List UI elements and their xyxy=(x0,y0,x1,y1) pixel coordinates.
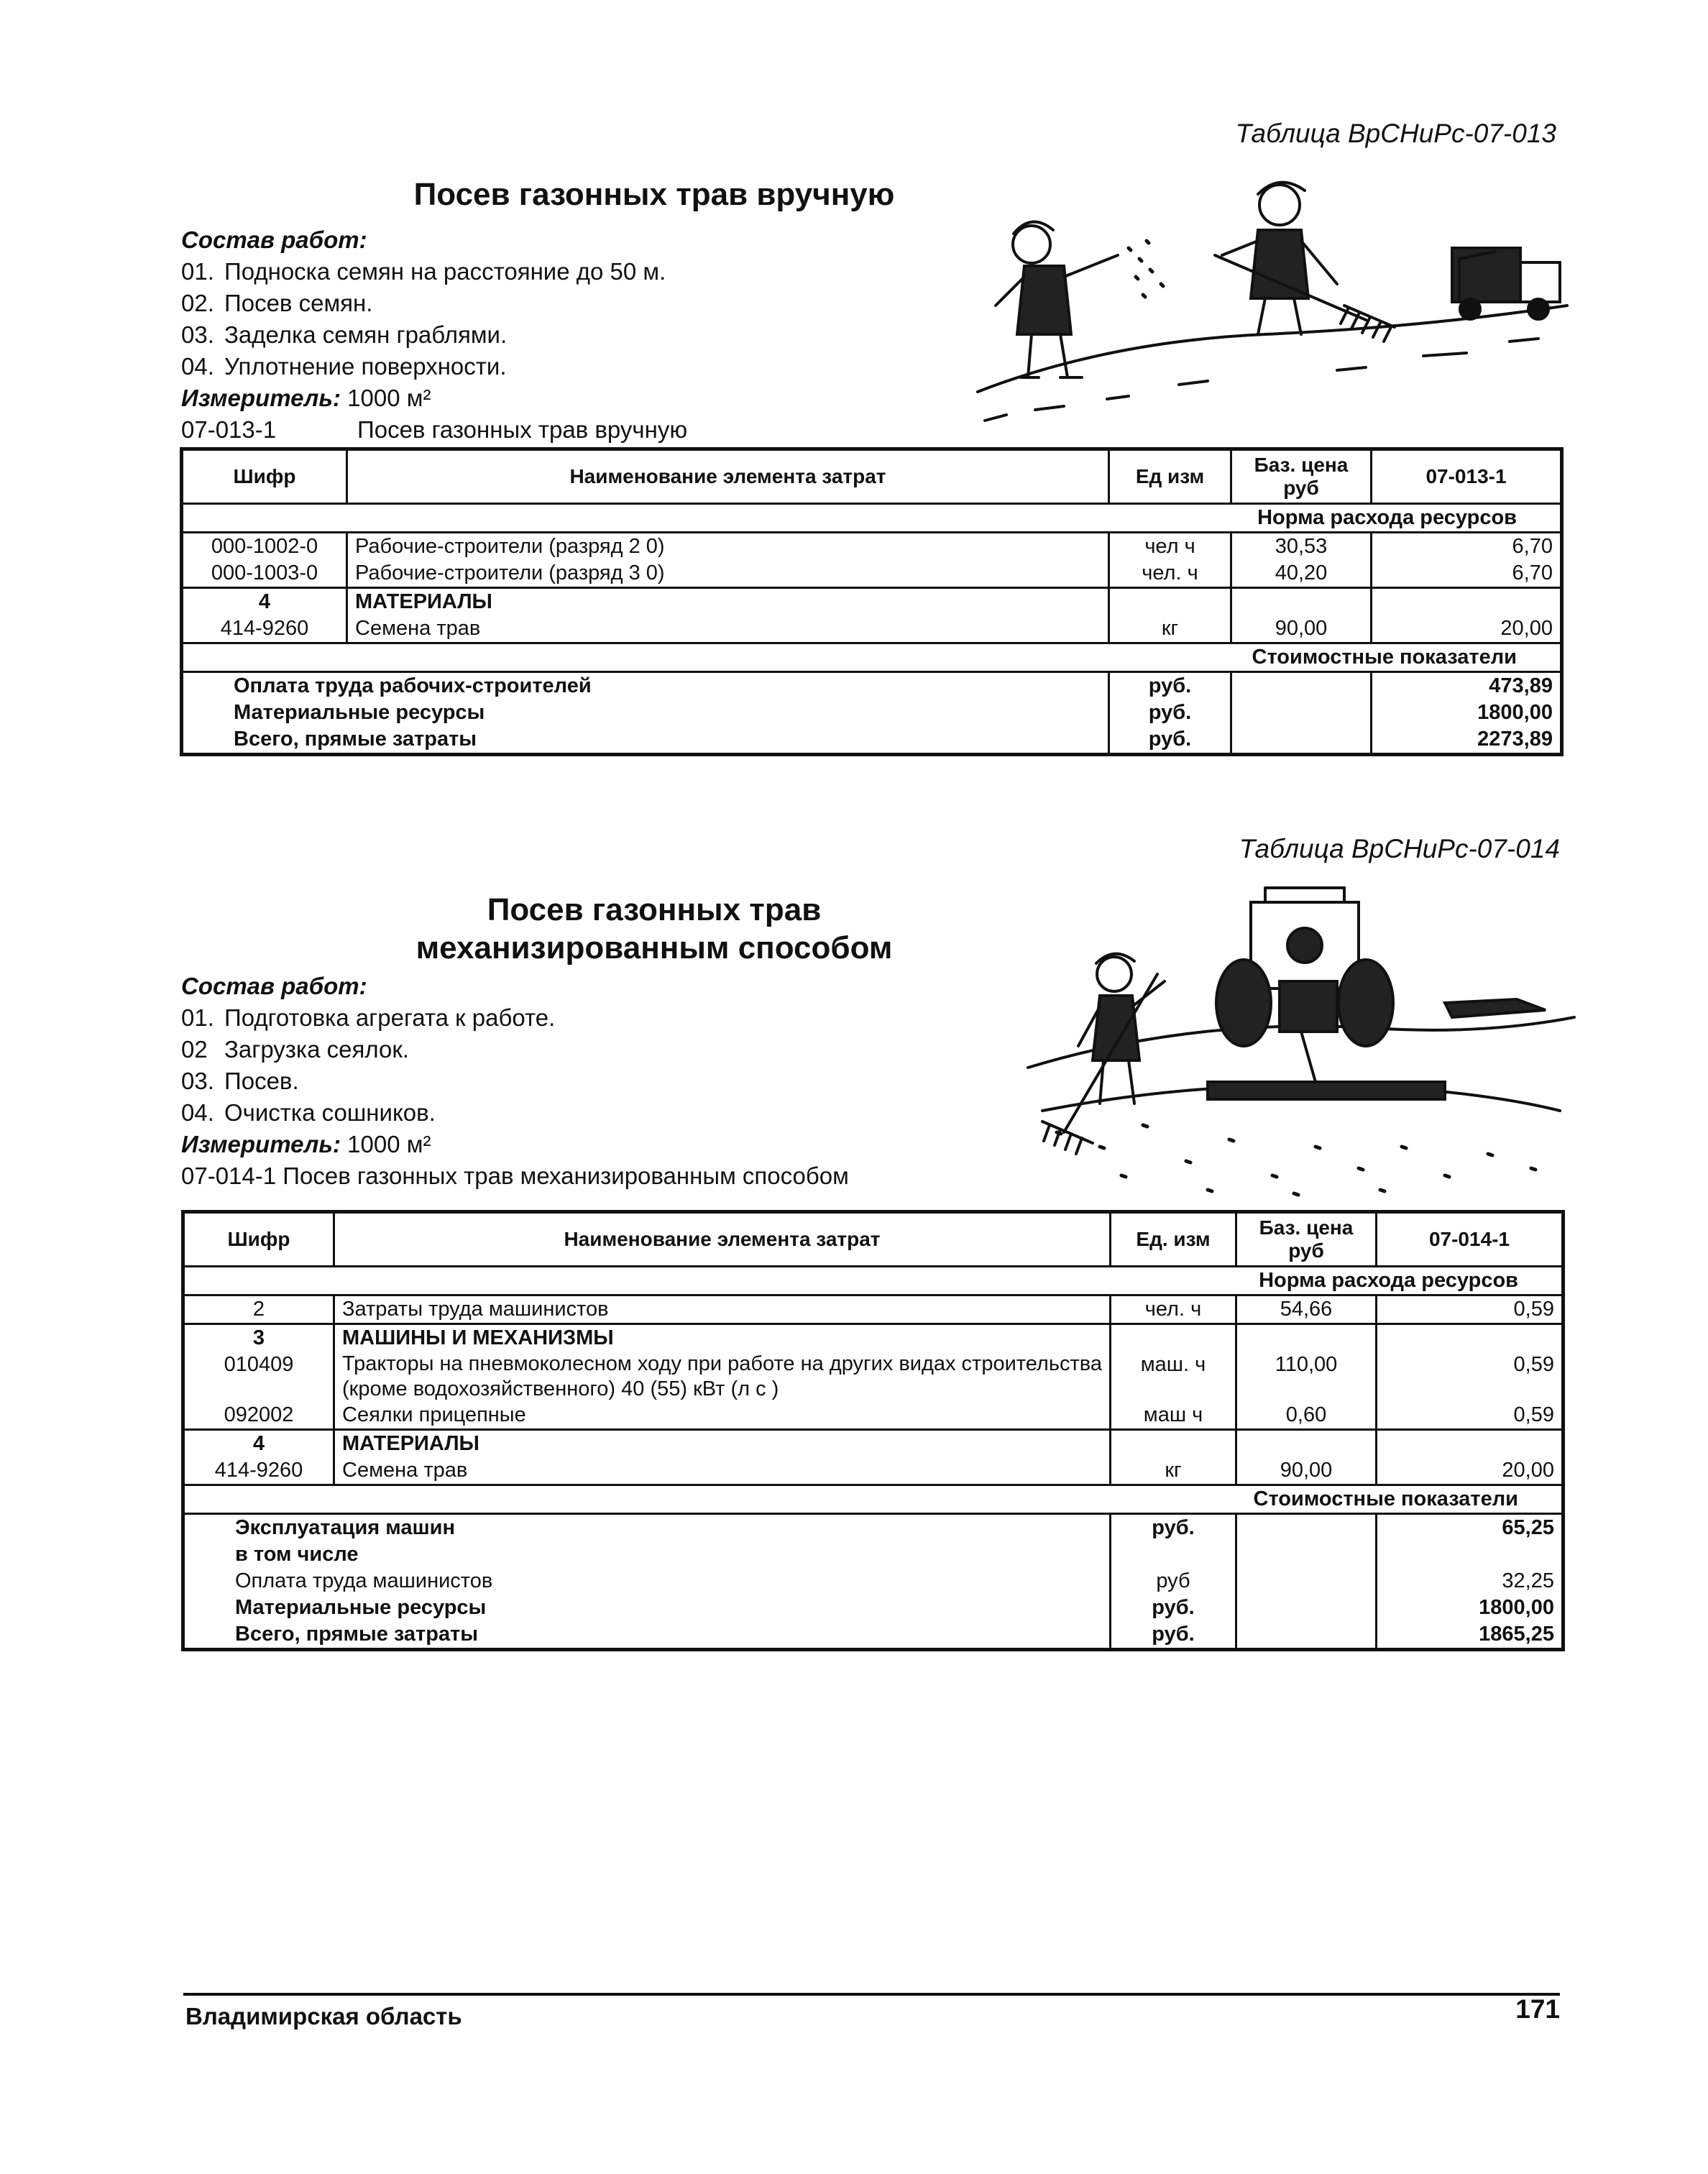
total-value: 32,25 xyxy=(1377,1568,1564,1595)
item-line: 07-014-1 Посев газонных трав механизированным способом xyxy=(181,1162,849,1189)
row-code: 010409 xyxy=(183,1352,334,1402)
row-unit xyxy=(1109,588,1231,616)
norm-section-label: Норма расхода ресурсов xyxy=(183,1267,1564,1295)
row-unit: маш ч xyxy=(1111,1402,1236,1430)
row-code: 4 xyxy=(183,1430,334,1458)
row-unit: кг xyxy=(1111,1457,1236,1485)
footer-rule xyxy=(183,1993,1560,1996)
total-value: 2273,89 xyxy=(1372,726,1562,755)
row-code: 092002 xyxy=(183,1402,334,1430)
meter-line: Измеритель: 1000 м² xyxy=(181,385,431,411)
total-value: 1800,00 xyxy=(1377,1595,1564,1621)
total-unit: руб. xyxy=(1109,726,1231,755)
row-norm: 6,70 xyxy=(1372,533,1562,561)
row-norm: 20,00 xyxy=(1377,1457,1564,1485)
table-label-2: Таблица ВрСНиРс-07-014 xyxy=(1239,834,1560,863)
totals-row xyxy=(183,1595,1564,1621)
row-name: Семена трав xyxy=(334,1457,1111,1485)
header-unit: Ед изм xyxy=(1109,449,1231,504)
section-title-2-line1: Посев газонных трав xyxy=(487,892,822,927)
row-norm xyxy=(1372,588,1562,616)
row-unit: чел. ч xyxy=(1111,1295,1236,1324)
total-unit: руб. xyxy=(1111,1621,1236,1650)
totals-row xyxy=(182,726,1562,755)
norm-section-row xyxy=(183,1267,1564,1295)
totals-row xyxy=(183,1568,1564,1595)
total-value: 65,25 xyxy=(1377,1514,1564,1542)
row-code: 4 xyxy=(182,588,347,616)
row-price xyxy=(1236,1430,1377,1458)
row-unit: кг xyxy=(1109,615,1231,643)
row-name: Затраты труда машинистов xyxy=(334,1295,1111,1324)
header-price: Баз. цена руб xyxy=(1236,1212,1377,1267)
total-name: в том числе xyxy=(183,1541,1111,1568)
row-name: Семена трав xyxy=(347,615,1109,643)
totals-row xyxy=(183,1514,1564,1542)
table-row xyxy=(183,1324,1564,1352)
table-label-1: Таблица ВрСНиРс-07-013 xyxy=(1235,119,1556,148)
totals-row xyxy=(182,672,1562,700)
row-name: Рабочие-строители (разряд 3 0) xyxy=(347,560,1109,588)
row-norm: 20,00 xyxy=(1372,615,1562,643)
table-row xyxy=(182,615,1562,643)
row-price xyxy=(1231,588,1372,616)
header-norm: 07-013-1 xyxy=(1372,449,1562,504)
tractor-seeder-illustration xyxy=(1014,873,1581,1204)
row-norm xyxy=(1377,1324,1564,1352)
section-title-1: Посев газонных трав вручную xyxy=(413,177,895,212)
work-item: 02. Посев семян. xyxy=(181,290,373,316)
row-unit: чел. ч xyxy=(1109,560,1231,588)
norm-section-label: Норма расхода ресурсов xyxy=(182,504,1562,533)
row-code: 000-1002-0 xyxy=(182,533,347,561)
header-unit: Ед. изм xyxy=(1111,1212,1236,1267)
total-unit: руб xyxy=(1111,1568,1236,1595)
row-unit: чел ч xyxy=(1109,533,1231,561)
row-price: 54,66 xyxy=(1236,1295,1377,1324)
table-row xyxy=(183,1402,1564,1430)
work-item: 04. Уплотнение поверхности. xyxy=(181,353,507,380)
total-name: Всего, прямые затраты xyxy=(183,1621,1111,1650)
table-row xyxy=(183,1352,1564,1402)
row-price: 40,20 xyxy=(1231,560,1372,588)
header-norm: 07-014-1 xyxy=(1377,1212,1564,1267)
row-name: Тракторы на пневмоколесном ходу при работе на других видах строительства (кроме водохозяйственного) 40 (55) кВт (л с ) xyxy=(334,1352,1111,1402)
row-norm xyxy=(1377,1430,1564,1458)
cost-table-1 xyxy=(180,447,1564,756)
total-name: Всего, прямые затраты xyxy=(182,726,1109,755)
row-price: 90,00 xyxy=(1231,615,1372,643)
row-unit xyxy=(1111,1324,1236,1352)
work-item: 01. Подготовка агрегата к работе. xyxy=(181,1004,556,1031)
work-item: 03. Заделка семян граблями. xyxy=(181,321,508,348)
row-unit xyxy=(1111,1430,1236,1458)
norm-section-row xyxy=(182,504,1562,533)
work-composition-1 xyxy=(181,224,972,446)
cost-section-row xyxy=(182,643,1562,672)
table-row xyxy=(183,1430,1564,1458)
section-title-2-line2: механизированным способом xyxy=(415,930,893,966)
total-name: Оплата труда машинистов xyxy=(183,1568,1111,1595)
total-value: 473,89 xyxy=(1372,672,1562,700)
total-unit xyxy=(1111,1541,1236,1568)
row-code: 414-9260 xyxy=(183,1457,334,1485)
table-row xyxy=(182,533,1562,561)
section-title-2 xyxy=(323,891,985,968)
total-value: 1865,25 xyxy=(1377,1621,1564,1650)
cost-section-label: Стоимостные показатели xyxy=(183,1485,1564,1514)
header-code: Шифр xyxy=(182,449,347,504)
meter-line: Измеритель: 1000 м² xyxy=(181,1131,431,1157)
row-name: МАТЕРИАЛЫ xyxy=(334,1430,1111,1458)
table-row xyxy=(183,1295,1564,1324)
totals-row xyxy=(182,700,1562,726)
table-row xyxy=(182,560,1562,588)
header-name: Наименование элемента затрат xyxy=(334,1212,1111,1267)
cost-table-2 xyxy=(181,1210,1565,1651)
work-item: 03. Посев. xyxy=(181,1068,299,1094)
work-item: 04. Очистка сошников. xyxy=(181,1099,436,1126)
row-code: 414-9260 xyxy=(182,615,347,643)
totals-row xyxy=(183,1621,1564,1650)
row-norm: 6,70 xyxy=(1372,560,1562,588)
cost-section-row xyxy=(183,1485,1564,1514)
sowing-workers-illustration xyxy=(963,162,1574,435)
row-name: Сеялки прицепные xyxy=(334,1402,1111,1430)
row-norm: 0,59 xyxy=(1377,1352,1564,1402)
item-line: 07-013-1 Посев газонных трав вручную xyxy=(181,416,688,443)
total-unit: руб. xyxy=(1109,700,1231,726)
table-header-row xyxy=(182,449,1562,504)
work-composition-2 xyxy=(181,971,1008,1192)
row-price: 110,00 xyxy=(1236,1352,1377,1402)
row-code: 000-1003-0 xyxy=(182,560,347,588)
table-row xyxy=(182,588,1562,616)
row-name: МАШИНЫ И МЕХАНИЗМЫ xyxy=(334,1324,1111,1352)
header-code: Шифр xyxy=(183,1212,334,1267)
cost-section-label: Стоимостные показатели xyxy=(182,643,1562,672)
row-name: МАТЕРИАЛЫ xyxy=(347,588,1109,616)
header-name: Наименование элемента затрат xyxy=(347,449,1109,504)
row-price xyxy=(1236,1324,1377,1352)
table-row xyxy=(183,1457,1564,1485)
row-unit: маш. ч xyxy=(1111,1352,1236,1402)
row-price: 30,53 xyxy=(1231,533,1372,561)
row-price: 0,60 xyxy=(1236,1402,1377,1430)
row-name: Рабочие-строители (разряд 2 0) xyxy=(347,533,1109,561)
row-price: 90,00 xyxy=(1236,1457,1377,1485)
total-value xyxy=(1377,1541,1564,1568)
total-name: Эксплуатация машин xyxy=(183,1514,1111,1542)
page-number: 171 xyxy=(1515,1994,1560,2024)
total-unit: руб. xyxy=(1109,672,1231,700)
work-label: Состав работ: xyxy=(181,973,367,999)
row-code: 3 xyxy=(183,1324,334,1352)
work-item: 01. Подноска семян на расстояние до 50 м. xyxy=(181,258,666,285)
row-norm: 0,59 xyxy=(1377,1295,1564,1324)
footer-region: Владимирская область xyxy=(185,2003,462,2029)
totals-row xyxy=(183,1541,1564,1568)
total-name: Материальные ресурсы xyxy=(182,700,1109,726)
total-unit: руб. xyxy=(1111,1514,1236,1542)
total-value: 1800,00 xyxy=(1372,700,1562,726)
table-header-row xyxy=(183,1212,1564,1267)
row-norm: 0,59 xyxy=(1377,1402,1564,1430)
total-name: Материальные ресурсы xyxy=(183,1595,1111,1621)
work-item: 02 Загрузка сеялок. xyxy=(181,1036,409,1063)
total-name: Оплата труда рабочих-строителей xyxy=(182,672,1109,700)
row-code: 2 xyxy=(183,1295,334,1324)
header-price: Баз. цена руб xyxy=(1231,449,1372,504)
total-unit: руб. xyxy=(1111,1595,1236,1621)
work-label: Состав работ: xyxy=(181,226,367,253)
